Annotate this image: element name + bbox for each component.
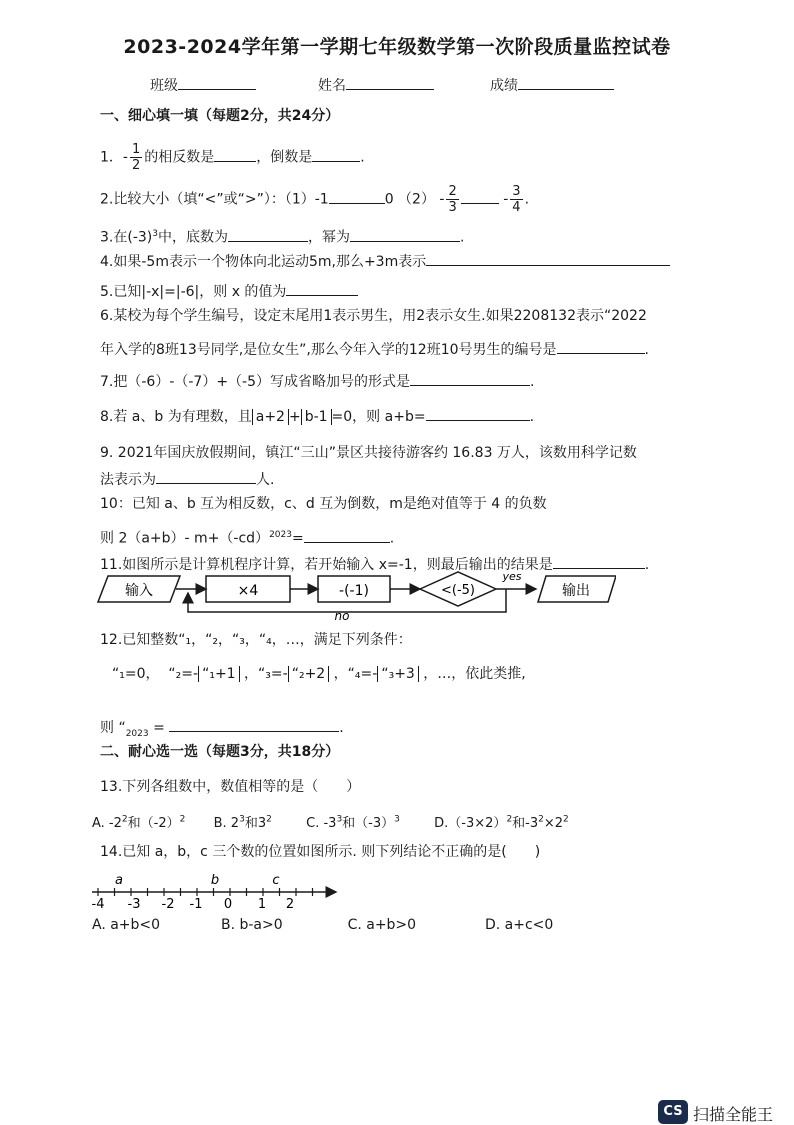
q6-blank	[557, 338, 645, 354]
q5-blank	[286, 280, 358, 296]
question-3	[100, 224, 464, 248]
question-9-line-1: 9. 2021年国庆放假期间，镇江“三山”景区共接待游客约 16.83 万人，该数用科学记数	[100, 445, 637, 461]
q12-f4b: “₃+3	[377, 666, 419, 682]
q1-pre: 1．-	[100, 149, 128, 166]
flow-minus-label: -(-1)	[339, 583, 369, 599]
flow-input-label: 输入	[125, 583, 153, 599]
q12-f5: ，…，依此类推,	[423, 666, 526, 682]
flow-yes-label: yes	[502, 570, 522, 583]
q12-f4a: ，“₄=-	[333, 666, 378, 682]
flow-times4-label: ×4	[237, 583, 259, 599]
q12-f1: “₁=0，	[112, 666, 160, 682]
q8-abs-b: b-1	[301, 409, 332, 425]
q8-mid: =0，则 a+b=	[331, 409, 426, 425]
q14-option-d: D. a+c<0	[484, 917, 554, 933]
q7-text: 7.把（-6）-（-7）+（-5）写成省略加号的形式是	[100, 374, 411, 390]
q4-text: 4.如果-5m表示一个物体向北运动5m,那么+3m表示	[100, 254, 427, 270]
q2-n2: 3	[512, 184, 521, 199]
point-c-label: c	[272, 873, 280, 888]
question-12-answer	[100, 716, 344, 744]
name-field	[318, 74, 434, 95]
q1-end: .	[360, 149, 365, 166]
q9-blank	[156, 468, 256, 484]
q14-option-c: C. a+b>0	[347, 917, 417, 933]
flow-condition-label: <(-5)	[441, 583, 475, 598]
question-8: 8.若 a、b 为有理数，且 a+2 + b-1 =0，则 a+b= .	[100, 405, 534, 427]
question-5	[100, 280, 358, 302]
question-13: 13.下列各组数中，数值相等的是（ ）	[100, 779, 361, 795]
q12-f3b: “₂+2	[288, 666, 330, 682]
q14-option-b: B. b-a>0	[220, 917, 283, 933]
q3-blank-2	[350, 226, 460, 242]
q7-blank	[410, 370, 530, 386]
q1-den: 2	[131, 158, 141, 173]
question-4	[100, 250, 670, 272]
q10-end: .	[389, 530, 395, 547]
tick-label-neg1: -1	[189, 897, 203, 912]
name-label: 姓名	[318, 78, 346, 94]
question-14-options	[92, 915, 553, 935]
tick-label-neg4: -4	[91, 897, 105, 912]
q13-option-a: A. $-2^2$和$(-2)^2$	[92, 815, 186, 832]
q1-fraction	[130, 142, 142, 173]
q12-f2b: “₁+1	[198, 666, 240, 682]
q4-blank	[426, 250, 670, 266]
q14-option-a: A. a+b<0	[92, 917, 161, 933]
q9-end: 人.	[256, 472, 275, 488]
camscanner-brand: 扫描全能王	[693, 1105, 774, 1124]
q2-blank-2	[461, 188, 499, 204]
q12-ans-pre: 则 “	[100, 720, 126, 736]
q2-fraction-1	[446, 184, 458, 215]
q1-mid: ，倒数是	[256, 149, 313, 166]
q1-num: 1	[131, 142, 141, 157]
q3-exp: 3	[152, 229, 158, 239]
class-field	[150, 74, 256, 95]
q1-blank-1	[214, 146, 256, 162]
q11-blank	[553, 553, 645, 569]
q1-blank-2	[312, 146, 360, 162]
q5-text: 5.已知|-x|=|-6|，则 x 的值为	[100, 284, 287, 300]
tick-label-neg3: -3	[127, 897, 141, 912]
question-1	[100, 142, 365, 173]
tick-label-neg2: -2	[161, 897, 175, 912]
name-blank	[346, 74, 434, 90]
question-7	[100, 370, 534, 392]
score-label: 成绩	[490, 78, 518, 94]
q2-n1: 2	[448, 184, 457, 199]
q2-d1: 3	[448, 200, 457, 215]
section-multiple-choice: 二、耐心选一选（每题3分，共18分）	[100, 744, 340, 760]
q11-text: 11.如图所示是计算机程序计算，若开始输入 x=-1，则最后输出的结果是	[100, 557, 553, 573]
q8-abs-a: a+2	[252, 409, 289, 425]
q12-blank	[169, 716, 339, 732]
tick-label-1: 1	[257, 897, 267, 912]
q2-end: .	[524, 191, 530, 208]
q3-end: .	[459, 229, 465, 246]
class-blank	[178, 74, 256, 90]
class-label: 班级	[150, 78, 178, 94]
program-flowchart	[96, 568, 616, 620]
question-10-line-2	[100, 525, 394, 549]
tick-label-0: 0	[223, 897, 233, 912]
q3-pre: 3.在(-3)	[100, 229, 153, 246]
q8-pre: 8.若 a、b 为有理数，且	[100, 409, 252, 425]
q10-line2: 则 2（a+b）- m+（-cd）	[100, 530, 270, 547]
score-field	[490, 74, 614, 95]
q13-option-c: C. $-3^3$和$(-3)^3$	[306, 815, 400, 832]
q8-end: .	[529, 409, 535, 425]
q10-exp: 2023	[269, 530, 292, 540]
question-10-line-1: 10：已知 a、b 互为相反数，c、d 互为倒数，m是绝对值等于 4 的负数	[100, 496, 547, 512]
q12-f3a: ，“₃=-	[244, 666, 288, 682]
q13-option-d: $D.(-3\times 2)^2$和$-3^2\times 2^2$	[434, 815, 569, 832]
camscanner-logo: CS	[658, 1100, 688, 1124]
section-fill-blank: 一、细心填一填（每题2分，共24分）	[100, 108, 340, 124]
q8-blank	[426, 405, 530, 421]
q13-option-b: B. $2^3$和$3^2$	[213, 815, 272, 832]
q12-f2a: “₂=-	[168, 666, 199, 682]
question-12-formulas	[112, 664, 526, 684]
question-9-line-2	[100, 468, 274, 490]
point-a-label: a	[115, 873, 123, 888]
q2-d2: 4	[512, 200, 521, 215]
tick-label-2: 2	[285, 897, 295, 912]
q12-end: .	[339, 720, 344, 736]
q2-blank-1	[329, 188, 385, 204]
q12-ans-eq: =	[153, 720, 165, 736]
q2-mid: 0 （2）	[384, 191, 435, 208]
q11-end: .	[644, 557, 650, 573]
q1-post: 的相反数是	[144, 149, 215, 166]
question-14: 14.已知 a，b，c 三个数的位置如图所示. 则下列结论不正确的是( )	[100, 844, 541, 860]
q6-end: .	[644, 342, 649, 358]
q6-line2: 年入学的8班13号同学,是位女生”,那么今年入学的12班10号男生的编号是	[100, 342, 557, 358]
question-6-line-1: 6.某校为每个学生编号，设定末尾用1表示男生，用2表示女生.如果2208132表示“2022	[100, 308, 647, 324]
question-6-line-2	[100, 338, 649, 360]
q3-mid2: ，幂为	[307, 229, 350, 246]
question-2: 2.比较大小（填“<”或“>”）：（1）-1 0 （2） - $\frac{2}{3}$ - $\frac{3}{4}$ .	[100, 184, 530, 215]
q9-line2: 法表示为	[100, 472, 156, 488]
flow-no-label: no	[334, 609, 350, 620]
point-b-label: b	[210, 873, 220, 888]
question-13-options	[92, 810, 569, 834]
question-12-line-1: 12.已知整数“₁，“₂，“₃，“₄，…，满足下列条件：	[100, 632, 412, 648]
q2-text: 2.比较大小（填“<”或“>”）：（1）-1	[100, 191, 329, 208]
q10-eq: =	[291, 530, 304, 547]
q7-end: .	[530, 374, 535, 390]
page-title: 2023-2024学年第一学期七年级数学第一次阶段质量监控试卷	[123, 36, 671, 58]
q12-ans-sub: 2023	[125, 728, 149, 739]
q10-blank	[304, 527, 390, 543]
number-line	[86, 866, 346, 914]
q2-fraction-2	[510, 184, 522, 215]
q3-mid: 中，底数为	[157, 229, 228, 246]
score-blank	[518, 74, 614, 90]
q3-blank-1	[228, 226, 308, 242]
flow-output-label: 输出	[562, 583, 590, 599]
